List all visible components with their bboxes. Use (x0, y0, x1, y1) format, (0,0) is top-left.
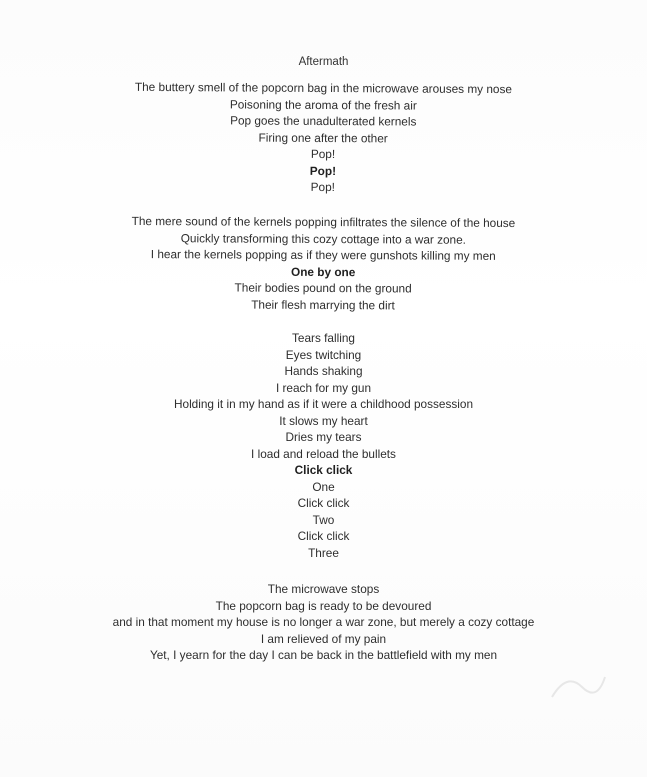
poem-line: It slows my heart (279, 413, 368, 428)
poem-line: I reach for my gun (275, 380, 372, 395)
poem-line: Tears falling (292, 331, 355, 345)
stanza-2 (0, 212, 647, 314)
poem-line: Yet, I yearn for the day I can be back in the battlefield with my men (149, 648, 498, 662)
poem-line: Pop! (310, 146, 336, 162)
poem-line: Two (312, 512, 335, 527)
poem-line: I hear the kernels popping as if they were gunshots killing my men (150, 247, 496, 263)
poem-line: Their flesh marrying the dirt (251, 297, 395, 312)
poem-line: Firing one after the other (258, 130, 388, 145)
poem-line: The mere sound of the kernels popping infiltrates the silence of the house (131, 213, 516, 231)
poem-line: Holding it in my hand as if it were a childhood possession (173, 397, 474, 411)
poem-line: One by one (291, 264, 356, 279)
poem-line: Click click (297, 496, 350, 510)
poem-line: Hands shaking (284, 364, 363, 378)
poem-line: Three (308, 545, 339, 560)
poem-line: Quickly transforming this cozy cottage into a war zone. (180, 230, 467, 247)
poem-line: The buttery smell of the popcorn bag in the microwave arouses my nose (134, 79, 513, 97)
poem-line: The popcorn bag is ready to be devoured (215, 598, 432, 613)
poem-line: Pop! (310, 179, 336, 195)
poem-line: The microwave stops (267, 582, 380, 596)
poem-line: One (312, 479, 335, 494)
stanza-3 (0, 330, 647, 561)
poem-line: Click click (294, 463, 353, 477)
poem-line: Click click (297, 529, 350, 543)
poem-line: I load and reload the bullets (251, 446, 396, 461)
poem-line: Eyes twitching (285, 347, 362, 362)
scan-smudge-mark (547, 667, 607, 707)
stanza-4 (0, 581, 647, 664)
poem-line: and in that moment my house is no longer a war zone, but merely a cozy cottage (112, 615, 535, 629)
poem-line: Their bodies pound on the ground (234, 280, 412, 296)
poem-line: Poisoning the aroma of the fresh air (229, 96, 417, 113)
poem-title: Aftermath (298, 56, 349, 68)
stanza-1 (0, 78, 647, 197)
poem-line: Dries my tears (285, 430, 362, 444)
poem-line: Pop goes the unadulterated kernels (230, 113, 417, 129)
poem-line: Pop! (309, 163, 337, 178)
poem-line: I am relieved of my pain (260, 631, 387, 646)
